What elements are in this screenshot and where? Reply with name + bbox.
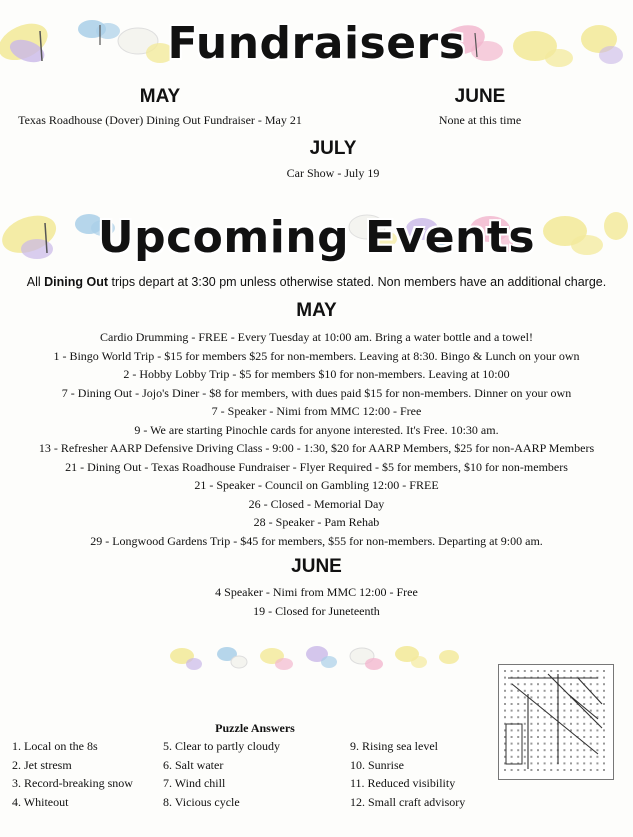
may-event-item: 21 - Speaker - Council on Gambling 12:00 - FREE: [194, 478, 439, 492]
dining-out-notice: [0, 275, 633, 289]
fundraisers-title: Fundraisers: [167, 18, 466, 69]
fundraiser-may-item: Texas Roadhouse (Dover) Dining Out Fundraiser - May 21: [18, 113, 302, 127]
may-event-item: 7 - Speaker - Nimi from MMC 12:00 - Free: [211, 404, 422, 418]
puzzle-answer-item: 6. Salt water: [163, 757, 224, 772]
butterfly-icon: [395, 646, 427, 668]
butterfly-icon: [217, 647, 247, 668]
fundraiser-july-item: Car Show - July 19: [286, 166, 380, 180]
puzzle-answer-item: 12. Small craft advisory: [350, 794, 466, 809]
butterfly-banner-bottom: [168, 640, 468, 678]
butterfly-icon: [260, 648, 293, 670]
puzzle-answers-column-1: [12, 739, 133, 813]
puzzle-answer-item: 7. Wind chill: [163, 776, 226, 790]
upcoming-events-title: Upcoming Events: [97, 212, 536, 263]
puzzle-answers-column-3: [350, 739, 465, 813]
notice-dining-out: Dining Out: [44, 275, 109, 289]
butterfly-icon: [439, 650, 459, 664]
puzzle-answers-title: Puzzle Answers: [215, 721, 295, 735]
puzzle-answer-item: 1. Local on the 8s: [12, 739, 98, 753]
butterfly-icon: [306, 646, 337, 668]
may-event-item: 29 - Longwood Gardens Trip - $45 for members, $55 for non-members. Departing at 9:00 am.: [90, 533, 543, 548]
puzzle-answer-item: 2. Jet stresm: [12, 757, 72, 772]
fundraiser-june-heading: JUNE: [454, 86, 506, 107]
word-search-puzzle-image: [498, 664, 614, 780]
puzzle-answer-item: 11. Reduced visibility: [350, 776, 456, 790]
notice-suffix: trips depart at 3:30 pm unless otherwise stated. Non members have an additional charge.: [108, 275, 607, 289]
puzzle-answer-item: 5. Clear to partly cloudy: [163, 739, 280, 753]
fundraiser-june-item: None at this time: [438, 113, 522, 127]
may-event-item: 26 - Closed - Memorial Day: [248, 496, 385, 511]
fundraiser-may-heading: MAY: [139, 86, 181, 107]
puzzle-answer-item: 3. Record-breaking snow: [12, 776, 133, 790]
puzzle-answer-item: 9. Rising sea level: [350, 739, 438, 753]
puzzle-answer-item: 10. Sunrise: [350, 757, 404, 772]
may-event-item: 1 - Bingo World Trip - $15 for members $25 for non-members. Leaving at 8:30. Bingo & Lunch on your own: [53, 348, 580, 363]
puzzle-answer-item: 8. Vicious cycle: [163, 794, 240, 809]
notice-prefix: All: [26, 275, 45, 289]
fundraiser-july-heading: JULY: [309, 138, 357, 159]
may-event-item: 13 - Refresher AARP Defensive Driving Class - 9:00 - 1:30, $20 for AARP Members, $25 for non-AARP Members: [38, 441, 595, 455]
may-event-item: 9 - We are starting Pinochle cards for anyone interested. It's Free. 10:30 am.: [134, 422, 499, 437]
puzzle-answers-column-2: [163, 739, 280, 813]
may-event-item: 7 - Dining Out - Jojo's Diner - $8 for members, with dues paid $15 for non-members. Dinner on your own: [61, 385, 572, 400]
events-june-heading: JUNE: [291, 556, 342, 577]
may-event-item: 21 - Dining Out - Texas Roadhouse Fundraiser - Flyer Required - $5 for members, $10 for non-members: [65, 459, 568, 474]
june-event-item: 19 - Closed for Juneteenth: [253, 603, 380, 618]
june-event-item: 4 Speaker - Nimi from MMC 12:00 - Free: [215, 585, 418, 599]
butterfly-icon: [350, 648, 383, 670]
may-event-item: Cardio Drumming - FREE - Every Tuesday at 10:00 am. Bring a water bottle and a towel!: [100, 330, 533, 344]
may-event-item: 28 - Speaker - Pam Rehab: [253, 515, 380, 529]
puzzle-answer-item: 4. Whiteout: [12, 794, 69, 809]
may-event-item: 2 - Hobby Lobby Trip - $5 for members $10 for non-members. Leaving at 10:00: [123, 367, 510, 381]
events-may-heading: MAY: [296, 300, 337, 321]
butterfly-icon: [170, 648, 202, 670]
